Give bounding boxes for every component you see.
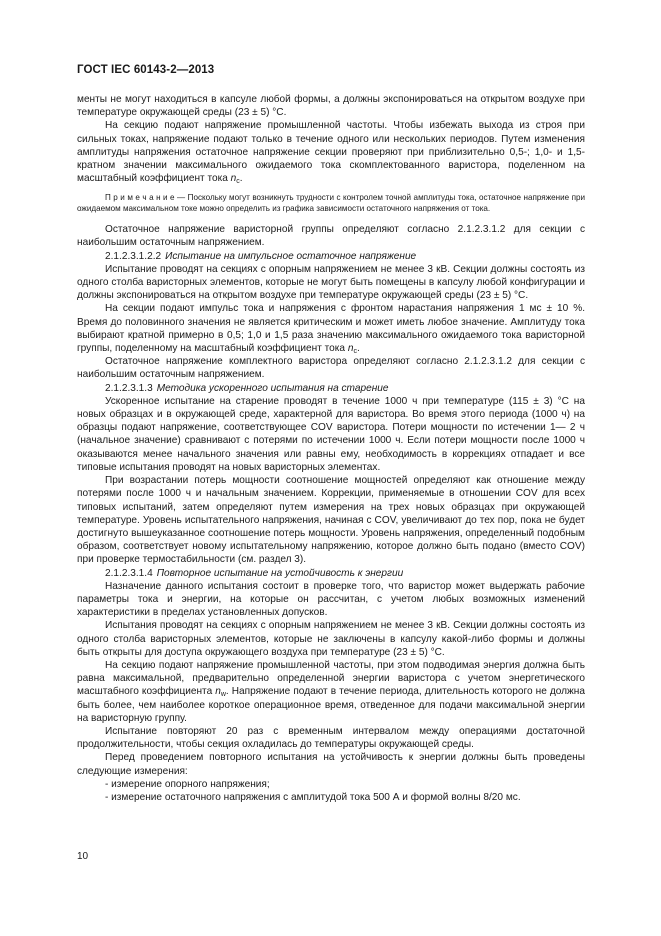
coefficient-symbol: n bbox=[215, 686, 221, 698]
body-paragraph bbox=[77, 263, 585, 303]
body-paragraph bbox=[77, 791, 585, 804]
paragraph-text: Ускоренное испытание на старение проводят в течение 1000 ч при температуре (115 ± 3) °C на новых образцах и в окружающей среде, характерной для варистора. Во время этого периода (1000 ч) на образцы подают напряжение, соответствующее COV варистора. Потери мощности по истечении 1— 2 ч (начальное значение) сравнивают с потерями по истечении 1000 ч. Если потери мощности после 1000 ч оказываются менее начального значения или равны ему, необходимость в коррекциях отпадает и все типовые испытания проводят на новых варисторных элементах. bbox=[77, 395, 585, 473]
body-paragraph bbox=[77, 395, 585, 474]
section-heading bbox=[77, 382, 585, 395]
paragraph-text: Испытание проводят на секциях с опорным напряжением не менее 3 кВ. Секции должны состоять из одного столба варисторных элементов, которые не могут быть помещены в капсулу любой конфигурации и должны экспонироваться на открытом воздухе при температуре окружающей среды (23 ± 5) °C. bbox=[77, 263, 585, 302]
section-number: 2.1.2.3.1.4 bbox=[105, 567, 153, 579]
paragraph-text: Испытание повторяют 20 раз с временным интервалом между операциями достаточной продолжительности, чтобы секция охладилась до температуры окружающей среды. bbox=[77, 725, 585, 751]
paragraph-text: менты не могут находиться в капсуле любой формы, а должны экспонироваться на открытом воздухе при температуре окружающей среды (23 ± 5) °C. bbox=[77, 94, 585, 119]
paragraph-text: Перед проведением повторного испытания на устойчивость к энергии должны быть проведены следующие измерения: bbox=[77, 752, 585, 777]
coefficient-symbol: n bbox=[230, 173, 237, 185]
page-number: 10 bbox=[77, 851, 89, 862]
note-label: П р и м е ч а н и е bbox=[105, 193, 175, 203]
coefficient-symbol: n bbox=[347, 343, 354, 355]
note-text: — Поскольку могут возникнуть трудности с контролем точной амплитуды тока, остаточное напряжение при ожидаемом максимальном токе можно определить из графика зависимости остаточного напряжения от тока. bbox=[77, 193, 585, 213]
coefficient-subscript: c bbox=[236, 178, 240, 186]
paragraph-text: - измерение остаточного напряжения с амплитудой тока 500 А и формой волны 8/20 мс. bbox=[105, 791, 521, 803]
paragraph-tail: . Напряжение подают в течение периода, длительность которого не должна быть более, чем наиболее короткое операционное время, отведенное для подачи максимальной энергии на варисторную группу. bbox=[77, 686, 585, 724]
body-paragraph bbox=[77, 619, 585, 659]
body-paragraph bbox=[77, 751, 585, 777]
paragraph-tail: . bbox=[356, 343, 360, 355]
body-paragraph bbox=[77, 474, 585, 566]
note-paragraph bbox=[77, 193, 585, 214]
body-paragraph bbox=[77, 223, 585, 249]
section-number: 2.1.2.3.1.3 bbox=[105, 382, 153, 394]
continued-paragraph bbox=[77, 93, 585, 119]
paragraph-text: Назначение данного испытания состоит в проверке того, что варистор может выдержать рабочие параметры тока и энергии, на которые он рассчитан, с учетом любых возможных изменений характеристики в пределах установленных допусков. bbox=[77, 580, 585, 619]
paragraph-text: При возрастании потерь мощности соотношение мощностей определяют как отношение между потерями после 1000 ч и начальным значением. Коррекции, применяемые в отношении COV для всех типовых испытаний, затем определяют путем измерения на трех новых образцах при окружающей температуре. Уровень испытательного напряжения, начиная с COV, увеличивают до тех пор, пока не будет достигнуто вышеуказанное соотношение потерь мощности. Уровень напряжения, определенный подобным образом, соответствует новому испытательному напряжению, которое должно быть подано (вместо COV) при проверке термостабильности (см. раздел 3). bbox=[77, 475, 585, 566]
body-paragraph bbox=[77, 302, 585, 355]
page-header-standard-number: ГОСТ IEC 60143-2—2013 bbox=[77, 64, 215, 76]
paragraph-text: Испытания проводят на секциях с опорным напряжением не менее 3 кВ. Секции должны состоять из одного столба варисторных элементов, которые не заключены в капсулу какой-либо формы и должны быть открыты для доступа окружающего воздуха при температуре (23 ± 5) °C. bbox=[77, 620, 585, 658]
body-paragraph bbox=[77, 659, 585, 725]
body-paragraph bbox=[77, 119, 585, 185]
body-paragraph bbox=[77, 778, 585, 791]
section-title: Испытание на импульсное остаточное напряжение bbox=[165, 250, 417, 262]
coefficient-subscript: w bbox=[220, 691, 226, 699]
section-number: 2.1.2.3.1.2.2 bbox=[105, 250, 162, 262]
paragraph-text: На секции подают импульс тока и напряжения с фронтом нарастания напряжения 1 мс ± 10 %. Время до половинного значения не является критическим и может иметь любое значение. Амплитуду тока выбирают кратной примерно в 0,5; 1,0 и 1,5 раза значению максимального ожидаемого тока варисторной группы, поделенному на масштабный коэффициент тока bbox=[77, 303, 585, 355]
body-paragraph bbox=[77, 725, 585, 751]
paragraph-text: Остаточное напряжение комплектного варистора определяют согласно 2.1.2.3.1.2 для секции с наибольшим остаточным напряжением. bbox=[77, 356, 585, 381]
paragraph-text: На секцию подают напряжение промышленной частоты. Чтобы избежать выхода из строя при сильных токах, напряжение подают только в течение одного или нескольких периодов. Путем изменения амплитуды напряжения остаточное напряжение секции проверяют при приблизительно 0,5-; 1,0- и 1,5-кратном значении максимального ожидаемого тока скомплектованного варистора, поделенном на масштабный коэффициент тока bbox=[77, 120, 585, 185]
paragraph-text: Остаточное напряжение варисторной группы определяют согласно 2.1.2.3.1.2 для секции с наибольшим остаточным напряжением. bbox=[77, 224, 585, 249]
section-heading bbox=[77, 567, 585, 580]
body-paragraph bbox=[77, 355, 585, 381]
paragraph-text: На секцию подают напряжение промышленной частоты, при этом подводимая энергия должна быть равна максимальной, предварительно определенной энергии варистора с учетом энергетического масштабного коэффициента bbox=[77, 659, 585, 698]
section-title: Повторное испытание на устойчивость к энергии bbox=[156, 567, 404, 579]
paragraph-text: - измерение опорного напряжения; bbox=[105, 778, 270, 790]
document-body bbox=[77, 93, 585, 804]
section-heading bbox=[77, 250, 585, 263]
coefficient-subscript: c bbox=[353, 348, 357, 356]
body-paragraph bbox=[77, 580, 585, 620]
paragraph-tail: . bbox=[239, 173, 243, 185]
section-title: Методика ускоренного испытания на старение bbox=[156, 382, 389, 394]
